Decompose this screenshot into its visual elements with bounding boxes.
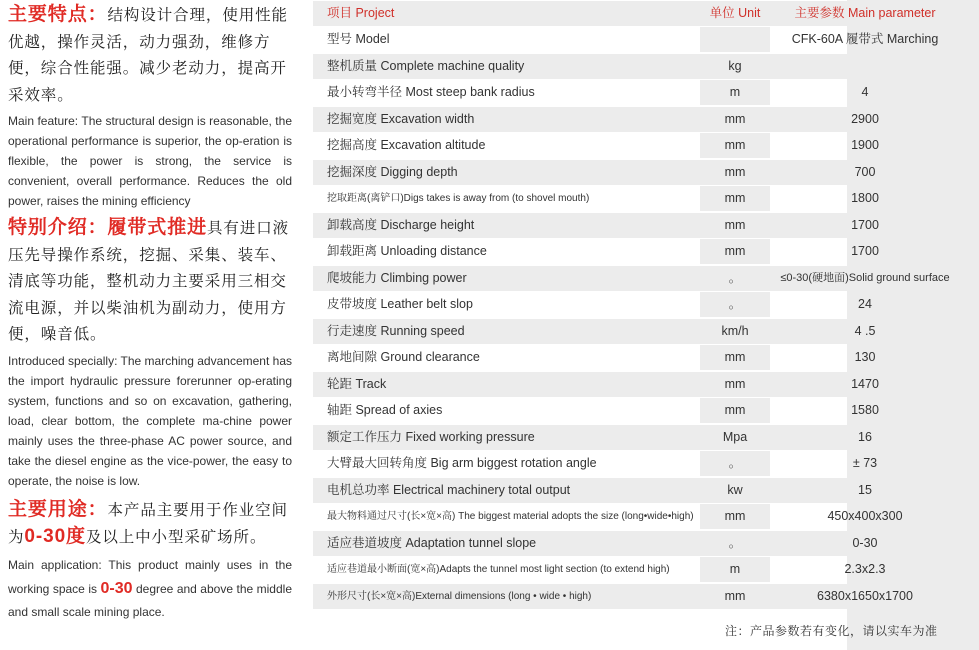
cell-parameter: 24 [858, 297, 872, 311]
table-row [313, 557, 960, 582]
table-row [313, 27, 960, 52]
cell-parameter: 4 .5 [854, 323, 876, 338]
table-row [313, 372, 960, 397]
cell-project: 整机质量 Complete machine quality [327, 58, 525, 73]
cell-unit: mm [700, 504, 770, 529]
cell-unit: mm [724, 588, 746, 603]
cell-project: 挖取距离(离铲口)Digs takes is away from (to shovel mouth) [313, 186, 700, 211]
table-row [313, 319, 960, 344]
use-zh-red: 0-30度 [24, 526, 86, 547]
use-en [8, 554, 292, 624]
cell-unit: m [700, 80, 770, 105]
cell-project: 爬坡能力 Climbing power [327, 270, 467, 285]
cell-project: 型号 Model [313, 27, 700, 52]
header-project: 项目 Project [327, 6, 395, 20]
use-en-2: degree and above the middle and small scale mining place. [8, 581, 292, 619]
table-row [313, 186, 960, 211]
table-row [313, 478, 960, 503]
feature-zh-text: 结构设计合理，使用性能优越，操作灵活，动力强劲，维修方便，综合性能强。减少老动力，提高开采效率。 [8, 7, 288, 104]
cell-project: 挖掘宽度 Excavation width [327, 111, 475, 126]
intro-zh-text: 具有进口液压先导操作系统，挖掘、采集、装车、清底等功能，整机动力主要采用三相交流电源，并以柴油机为副动力，使用方便，噪音低。 [8, 220, 290, 343]
table-row [313, 584, 960, 609]
table-row [313, 133, 960, 158]
cell-unit: 。 [700, 292, 770, 317]
cell-unit: mm [724, 376, 746, 391]
cell-project: 最小转弯半径 Most steep bank radius [313, 80, 700, 105]
description-column [8, 2, 292, 626]
cell-parameter: 6380x1650x1700 [817, 588, 913, 603]
cell-project: 电机总功率 Electrical machinery total output [327, 482, 571, 497]
header-unit: 单位 Unit [709, 6, 761, 20]
cell-project: 挖掘深度 Digging depth [327, 164, 458, 179]
cell-project: 额定工作压力 Fixed working pressure [327, 429, 535, 444]
table-row [313, 504, 960, 529]
cell-parameter: 15 [858, 482, 872, 497]
cell-parameter: 0-30 [852, 535, 878, 550]
table-row [313, 425, 960, 450]
cell-project: 外形尺寸(长×宽×高)External dimensions (long • wide • high) [327, 590, 592, 602]
table-row [313, 80, 960, 105]
feature-heading: 主要特点： [8, 4, 108, 25]
cell-parameter: 2900 [851, 111, 879, 126]
table-row [313, 107, 960, 132]
cell-unit [700, 27, 770, 52]
table-row [313, 54, 960, 79]
cell-project: 行走速度 Running speed [327, 323, 465, 338]
table-row [313, 292, 960, 317]
cell-parameter: 1700 [851, 217, 879, 232]
cell-unit: mm [700, 398, 770, 423]
cell-unit: mm [724, 111, 746, 126]
cell-parameter: 1470 [851, 376, 879, 391]
header-parameter: 主要参数 Main parameter [794, 6, 936, 20]
table-row [313, 345, 960, 370]
cell-unit: 。 [700, 451, 770, 476]
cell-parameter: 1800 [851, 191, 879, 205]
cell-project: 卸载距离 Unloading distance [313, 239, 700, 264]
cell-unit: 。 [728, 270, 742, 285]
cell-project: 皮带坡度 Leather belt slop [313, 292, 700, 317]
cell-project: 适应巷道坡度 Adaptation tunnel slope [327, 535, 537, 550]
cell-parameter: 1580 [851, 403, 879, 417]
feature-en: Main feature: The structural design is reasonable, the operational performance is superior, the op-eration is flexible, the power is strong, the service is convenient, overall performance. Reduces the old power, raises the mining efficiency [8, 114, 292, 208]
cell-parameter: 2.3x2.3 [844, 562, 886, 576]
use-heading: 主要用途： [8, 498, 108, 520]
cell-unit: mm [700, 186, 770, 211]
cell-unit: Mpa [722, 429, 748, 444]
cell-parameter: 1700 [851, 244, 879, 258]
cell-project: 最大物料通过尺寸(长×宽×高) The biggest material adopts the size (long•wide•high) [313, 504, 700, 529]
table-row [313, 398, 960, 423]
cell-unit: mm [700, 239, 770, 264]
intro-heading: 特别介绍：履带式推进 [8, 217, 208, 238]
cell-parameter: 4 [861, 85, 869, 99]
cell-project: 卸载高度 Discharge height [327, 217, 475, 232]
feature-zh [8, 2, 292, 109]
cell-parameter: 16 [858, 429, 872, 444]
cell-parameter: 700 [854, 164, 876, 179]
cell-project: 大臂最大回转角度 Big arm biggest rotation angle [313, 451, 700, 476]
use-zh-2: 及以上中小型采矿场所。 [85, 529, 267, 546]
footnote: 注：产品参数若有变化，请以实车为准 [725, 624, 938, 638]
intro-en: Introduced specially: The marching advancement has the import hydraulic pressure forerunner op-erating system, functions and so on excavation, gathering, load, clear bottom, the complete ma-chine power mainly uses the three-phase AC power source, and take the diesel engine as the vice-power, the easy to operate, the noise is low. [8, 353, 292, 488]
cell-project: 轮距 Track [327, 376, 387, 391]
table-row [313, 160, 960, 185]
intro-zh [8, 215, 292, 349]
cell-parameter: 130 [854, 350, 876, 364]
table-header [313, 1, 960, 26]
cell-unit: mm [700, 133, 770, 158]
cell-unit: mm [724, 217, 746, 232]
cell-project: 挖掘高度 Excavation altitude [313, 133, 700, 158]
cell-unit: mm [700, 345, 770, 370]
cell-unit: m [700, 557, 770, 582]
cell-parameter: 1900 [851, 138, 879, 152]
table-row [313, 213, 960, 238]
table-row [313, 531, 960, 556]
use-zh [8, 497, 292, 552]
cell-unit: 。 [728, 535, 742, 550]
cell-parameter: 450x400x300 [827, 509, 903, 523]
table-row [313, 266, 960, 291]
cell-unit: km/h [721, 323, 749, 338]
cell-unit: kg [728, 58, 742, 73]
table-row [313, 239, 960, 264]
use-en-red: 0-30 [100, 579, 133, 597]
use-en-1: Main application: This product mainly uses in the working space is [8, 557, 292, 596]
cell-parameter: ± 73 [852, 456, 878, 470]
cell-parameter [770, 54, 960, 79]
table-row [313, 451, 960, 476]
cell-project: 适应巷道最小断面(宽×高)Adapts the tunnel most light section (to extend high) [313, 557, 700, 582]
cell-unit: mm [724, 164, 746, 179]
cell-parameter: CFK-60A 履带式 Marching [791, 32, 939, 46]
cell-unit: kw [727, 482, 743, 497]
use-zh-1: 本产品主要用于作业空间为 [8, 501, 288, 546]
cell-parameter: ≤0-30(硬地面)Solid ground surface [780, 271, 950, 284]
cell-project: 离地间隙 Ground clearance [313, 345, 700, 370]
cell-project: 轴距 Spread of axies [313, 398, 700, 423]
